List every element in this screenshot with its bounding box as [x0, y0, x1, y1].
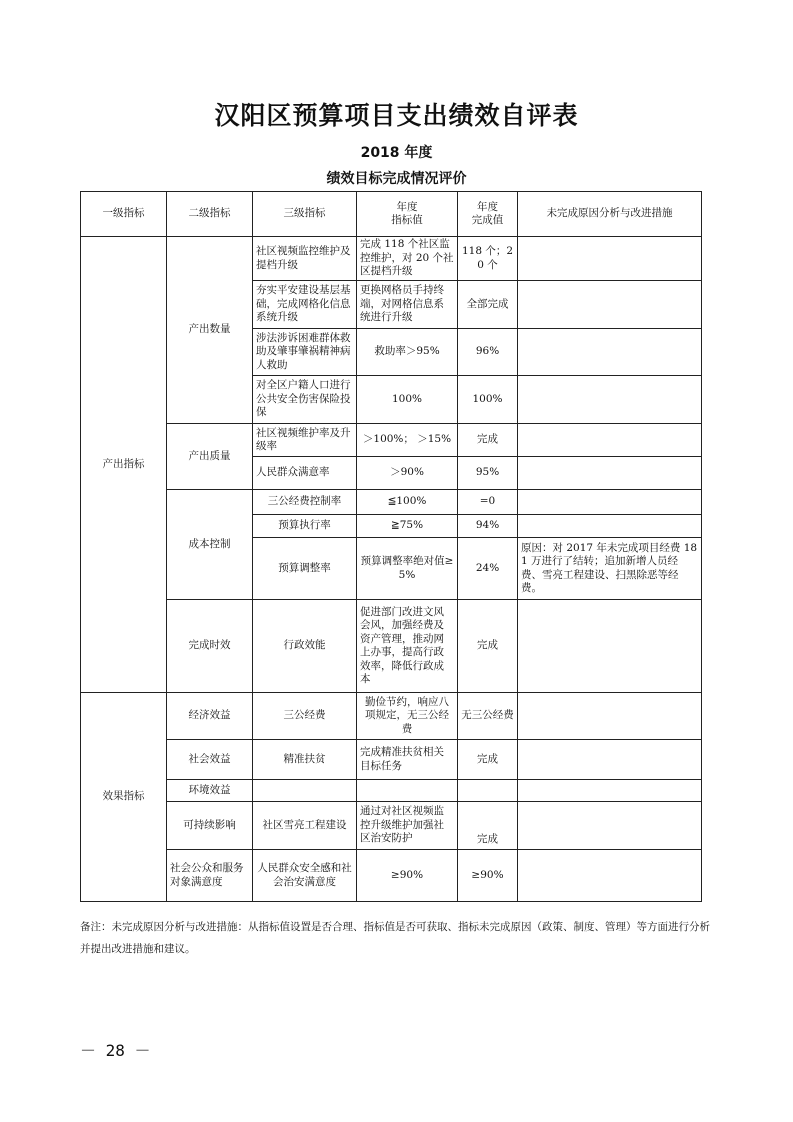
- cell-analysis: [518, 802, 702, 850]
- cell-actual: [458, 780, 518, 802]
- subgroup-economic: 经济效益: [167, 693, 253, 740]
- cell-target: 救助率＞95%: [357, 329, 458, 376]
- cell-analysis: [518, 780, 702, 802]
- table-subtitle: 绩效目标完成情况评价: [326, 171, 467, 187]
- table-row: [81, 693, 702, 740]
- cell-l3: 三公经费控制率: [253, 490, 357, 515]
- cell-actual: 95%: [458, 457, 518, 490]
- cell-l3: 预算执行率: [253, 515, 357, 538]
- cell-l3: 社区视频监控维护及提档升级: [253, 237, 357, 281]
- cell-l3: 人民群众满意率: [253, 457, 357, 490]
- cell-analysis: [518, 237, 702, 281]
- cell-actual: 24%: [458, 538, 518, 600]
- subgroup-sustainable: 可持续影响: [167, 802, 253, 850]
- cell-l3: 精准扶贫: [253, 740, 357, 780]
- subgroup-timeliness: 完成时效: [167, 600, 253, 693]
- cell-analysis: [518, 850, 702, 902]
- table-row: [81, 780, 702, 802]
- subgroup-quality: 产出质量: [167, 424, 253, 490]
- group-output: 产出指标: [81, 237, 167, 693]
- cell-l3: 预算调整率: [253, 538, 357, 600]
- table-row: [81, 490, 702, 515]
- page-title: 汉阳区预算项目支出绩效自评表: [214, 101, 579, 130]
- cell-analysis: [518, 376, 702, 424]
- cell-analysis: 原因：对 2017 年未完成项目经费 181 万进行了结转；追加新增人员经费、雪亮工程建设、扫黑除恶等经费。: [518, 538, 702, 600]
- cell-target: 完成精准扶贫相关目标任务: [357, 740, 458, 780]
- cell-actual: 完成: [458, 802, 518, 850]
- cell-l3: 三公经费: [253, 693, 357, 740]
- cell-target: 勤俭节约，响应八项规定，无三公经费: [357, 693, 458, 740]
- cell-l3: 行政效能: [253, 600, 357, 693]
- subgroup-cost: 成本控制: [167, 490, 253, 600]
- cell-l3: [253, 780, 357, 802]
- cell-target: 完成 118 个社区监控维护，对 20 个社区提档升级: [357, 237, 458, 281]
- table-row: [81, 850, 702, 902]
- cell-target: 更换网格员手持终端，对网格信息系统进行升级: [357, 281, 458, 329]
- cell-target: 促进部门改进文风会风，加强经费及资产管理，推动网上办事，提高行政效率，降低行政成本: [357, 600, 458, 693]
- cell-analysis: [518, 329, 702, 376]
- cell-l3: 社区视频维护率及升级率: [253, 424, 357, 457]
- cell-actual: 118 个；20 个: [458, 237, 518, 281]
- cell-actual: 无三公经费: [458, 693, 518, 740]
- table-row: [81, 740, 702, 780]
- header-actual: 年度 完成值: [458, 192, 518, 237]
- cell-analysis: [518, 740, 702, 780]
- table-header-row: [81, 192, 702, 237]
- cell-l3: 社区雪亮工程建设: [253, 802, 357, 850]
- subgroup-environment: 环境效益: [167, 780, 253, 802]
- header-target: 年度 指标值: [357, 192, 458, 237]
- cell-l3: 夯实平安建设基层基础，完成网格化信息系统升级: [253, 281, 357, 329]
- cell-target: ≦100%: [357, 490, 458, 515]
- cell-target: ＞100%； ＞15%: [357, 424, 458, 457]
- subgroup-social: 社会效益: [167, 740, 253, 780]
- cell-actual: 完成: [458, 424, 518, 457]
- cell-analysis: [518, 490, 702, 515]
- report-year: 2018 年度: [360, 145, 433, 161]
- header-level1: 一级指标: [81, 192, 167, 237]
- cell-target: ≥90%: [357, 850, 458, 902]
- cell-target: ≧75%: [357, 515, 458, 538]
- cell-target: 100%: [357, 376, 458, 424]
- cell-l3: 对全区户籍人口进行公共安全伤害保险投保: [253, 376, 357, 424]
- cell-actual: ≥90%: [458, 850, 518, 902]
- cell-target: [357, 780, 458, 802]
- cell-target: ＞90%: [357, 457, 458, 490]
- cell-actual: =0: [458, 490, 518, 515]
- cell-l3: 涉法涉诉困难群体救助及肇事肇祸精神病人救助: [253, 329, 357, 376]
- cell-actual: 100%: [458, 376, 518, 424]
- cell-analysis: [518, 600, 702, 693]
- cell-analysis: [518, 424, 702, 457]
- footnote: 备注：未完成原因分析与改进措施：从指标值设置是否合理、指标值是否可获取、指标未完成原因（政策、制度、管理）等方面进行分析并提出改进措施和建议。: [80, 921, 710, 955]
- cell-actual: 完成: [458, 740, 518, 780]
- cell-target: 预算调整率绝对值≥5%: [357, 538, 458, 600]
- page-number: － 28 －: [80, 1041, 151, 1060]
- cell-actual: 94%: [458, 515, 518, 538]
- cell-analysis: [518, 281, 702, 329]
- cell-actual: 完成: [458, 600, 518, 693]
- header-analysis: 未完成原因分析与改进措施: [518, 192, 702, 237]
- cell-analysis: [518, 693, 702, 740]
- group-effect: 效果指标: [81, 693, 167, 902]
- cell-actual: 96%: [458, 329, 518, 376]
- cell-analysis: [518, 515, 702, 538]
- cell-analysis: [518, 457, 702, 490]
- cell-target: 通过对社区视频监控升级维护加强社区治安防护: [357, 802, 458, 850]
- performance-table: [80, 191, 702, 902]
- cell-actual: 全部完成: [458, 281, 518, 329]
- table-row: [81, 600, 702, 693]
- cell-l3: 人民群众安全感和社会治安满意度: [253, 850, 357, 902]
- header-level2: 二级指标: [167, 192, 253, 237]
- header-level3: 三级指标: [253, 192, 357, 237]
- table-row: [81, 237, 702, 281]
- subgroup-quantity: 产出数量: [167, 237, 253, 424]
- table-row: [81, 802, 702, 850]
- subgroup-satisfaction: 社会公众和服务对象满意度: [167, 850, 253, 902]
- table-row: [81, 424, 702, 457]
